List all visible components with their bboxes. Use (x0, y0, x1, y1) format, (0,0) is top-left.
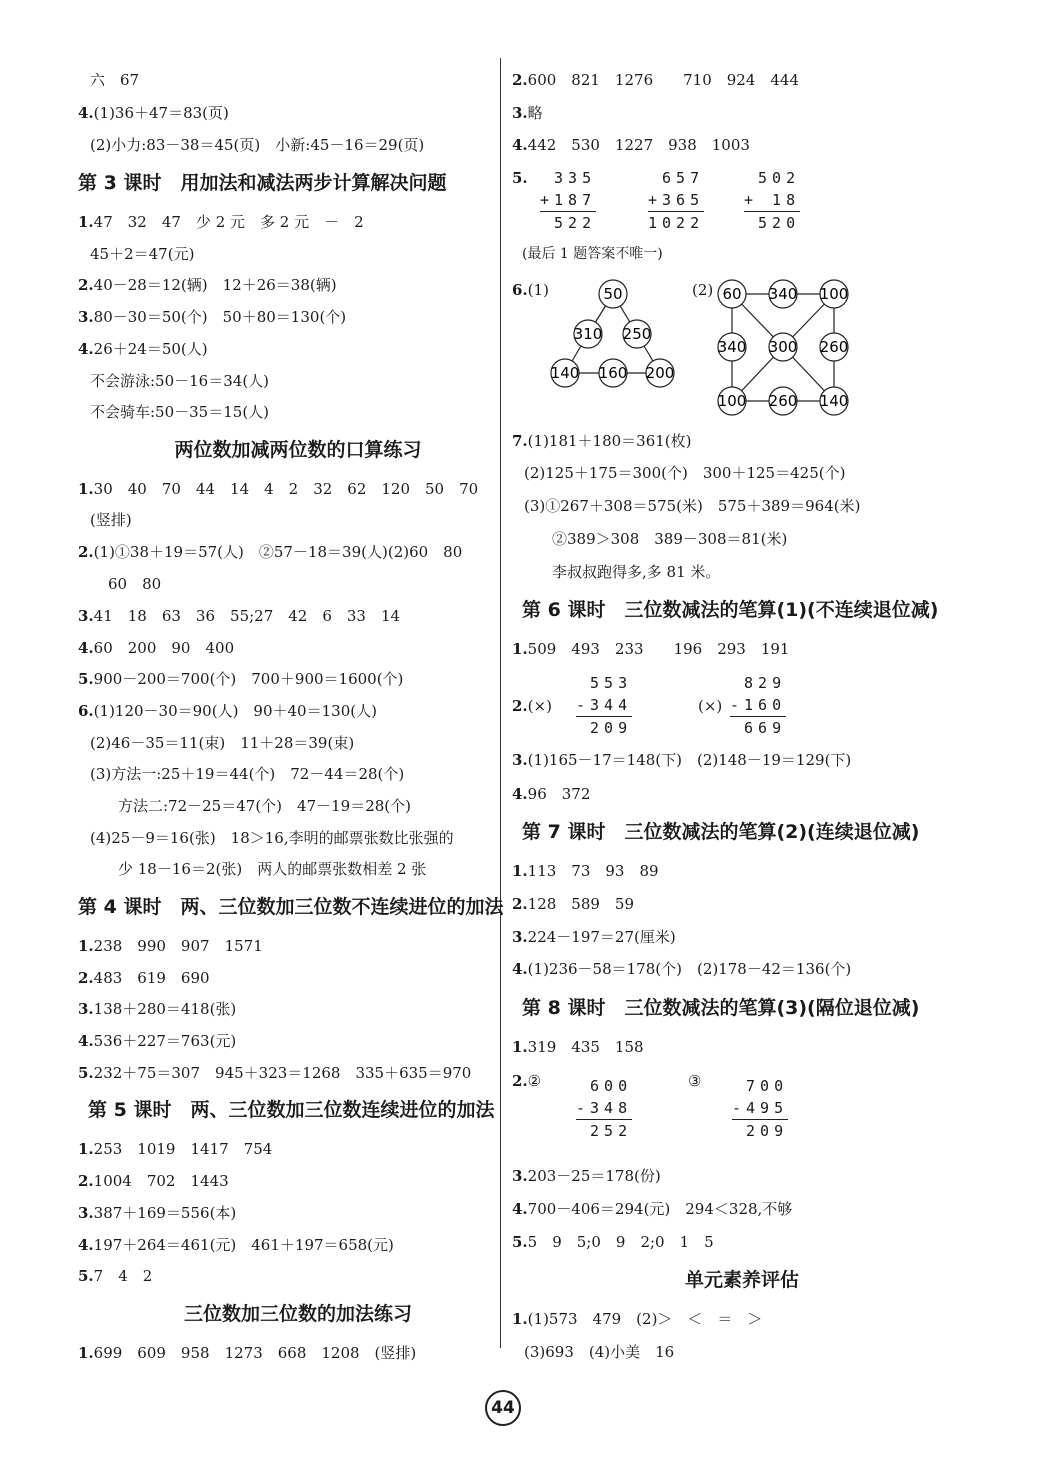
puzzle-node (820, 387, 849, 415)
answer-line: 4.(1)236－58＝178(个) (2)178－42＝136(个) (512, 960, 852, 978)
puzzle-node-label: 200 (645, 364, 675, 382)
section-heading: 第 7 课时 三位数减法的笔算(2)(连续退位减) (522, 821, 920, 843)
answer-line: 1.113 73 93 89 (512, 862, 659, 880)
column-divider (500, 58, 501, 1348)
puzzle-node (623, 320, 652, 348)
answer-line: (竖排) (90, 511, 132, 529)
puzzle-node (599, 280, 627, 308)
answer-line: 6.(1)120－30＝90(人) 90＋40＝130(人) (78, 702, 377, 720)
answer-line: 6.(1) (512, 281, 549, 299)
puzzle-node-label: 310 (573, 325, 603, 343)
puzzle-node (718, 333, 747, 361)
puzzle-node (574, 320, 603, 348)
puzzle-node-label: 140 (819, 392, 849, 410)
answer-line: 3.80－30＝50(个) 50＋80＝130(个) (78, 308, 347, 326)
answer-line: 方法二:72－25＝47(个) 47－19＝28(个) (118, 797, 411, 815)
answer-line: 2.128 589 59 (512, 895, 635, 913)
answer-line: 4.536＋227＝763(元) (78, 1032, 237, 1050)
answer-line: 5.5 9 5;0 9 2;0 1 5 (512, 1233, 714, 1251)
puzzle-node-label: 160 (598, 364, 628, 382)
puzzle-node-label: 100 (819, 285, 849, 303)
answer-line: 不会骑车:50－35＝15(人) (90, 403, 270, 421)
puzzle-node (718, 280, 746, 308)
answer-line: 4.60 200 90 400 (78, 639, 235, 657)
answer-line: (4)25－9＝16(张) 18＞16,李明的邮票张数比张强的 (90, 829, 454, 847)
answer-line: 4.(1)36＋47＝83(页) (78, 104, 229, 122)
answer-line: (2)125＋175＝300(个) 300＋125＝425(个) (524, 464, 846, 482)
answer-line: 45＋2＝47(元) (90, 245, 195, 263)
answer-line: 1.47 32 47 少 2 元 多 2 元 － 2 (78, 213, 364, 231)
vertical-subtraction: 553 -344 209 (576, 674, 633, 737)
answer-line: 4.197＋264＝461(元) 461＋197＝658(元) (78, 1236, 394, 1254)
answer-line: (3)693 (4)小美 16 (524, 1343, 675, 1361)
vertical-subtraction: 829 -160 669 (730, 674, 787, 737)
puzzle-node-label: 60 (722, 285, 742, 303)
answer-line: 1.319 435 158 (512, 1038, 644, 1056)
answer-line: 2.483 619 690 (78, 969, 210, 987)
answer-line: 3.387＋169＝556(本) (78, 1204, 237, 1222)
answer-line: (2)小力:83－38＝45(页) 小新:45－16＝29(页) (90, 136, 425, 154)
puzzle-node-label: 250 (622, 325, 652, 343)
puzzle-node-label: 260 (768, 392, 798, 410)
section-heading: 第 3 课时 用加法和减法两步计算解决问题 (78, 172, 447, 194)
vertical-addition: 502 + 18 520 (744, 169, 801, 232)
puzzle-node (769, 333, 798, 361)
puzzle-node (646, 359, 675, 387)
puzzle-node (820, 333, 849, 361)
puzzle-node (769, 280, 798, 308)
answer-line: 4.26＋24＝50(人) (78, 340, 208, 358)
answer-line: 六 67 (90, 71, 140, 89)
answer-label: (×) (698, 697, 723, 715)
puzzle-node-label: 340 (768, 285, 798, 303)
answer-line: 3.224－197＝27(厘米) (512, 928, 676, 946)
answer-line: 5.232＋75＝307 945＋323＝1268 335＋635＝970 (78, 1064, 472, 1082)
answer-line: 2.(1)①38＋19＝57(人) ②57－18＝39(人)(2)60 80 (78, 543, 463, 561)
puzzle-node (551, 359, 580, 387)
answer-line: 3.138＋280＝418(张) (78, 1000, 237, 1018)
answer-line: 2.1004 702 1443 (78, 1172, 229, 1190)
puzzle-node (820, 280, 849, 308)
vertical-addition: 335 +187 522 (540, 169, 597, 232)
answer-line: 不会游泳:50－16＝34(人) (90, 372, 270, 390)
answer-line: 少 18－16＝2(张) 两人的邮票张数相差 2 张 (118, 860, 427, 878)
answer-line: 2.(×) (512, 697, 552, 715)
puzzle-node (718, 387, 747, 415)
puzzle-node (599, 359, 628, 387)
puzzle-node-label: 340 (717, 338, 747, 356)
answer-label: ③ (688, 1072, 702, 1090)
section-heading: 第 8 课时 三位数减法的笔算(3)(隔位退位减) (522, 997, 920, 1019)
answer-line: 5.900－200＝700(个) 700＋900＝1600(个) (78, 670, 404, 688)
answer-line: 4.442 530 1227 938 1003 (512, 136, 750, 154)
answer-line: 7.(1)181＋180＝361(枚) (512, 432, 692, 450)
puzzle-node-label: 260 (819, 338, 849, 356)
answer-line: 1.30 40 70 44 14 4 2 32 62 120 50 70 (78, 480, 479, 498)
answer-line: 1.699 609 958 1273 668 1208 (竖排) (78, 1344, 417, 1362)
puzzle-node-label: 50 (603, 285, 623, 303)
puzzle-node-label: 140 (550, 364, 580, 382)
note: (最后 1 题答案不唯一) (522, 246, 663, 262)
section-heading: 单元素养评估 (684, 1269, 799, 1291)
section-heading: 第 4 课时 两、三位数加三位数不连续进位的加法 (78, 896, 504, 918)
answer-line: 1.253 1019 1417 754 (78, 1140, 273, 1158)
section-heading: 第 6 课时 三位数减法的笔算(1)(不连续退位减) (522, 599, 939, 621)
answer-line: 2.② (512, 1072, 542, 1090)
answer-line: 3.41 18 63 36 55;27 42 6 33 14 (78, 607, 401, 625)
answer-line: 李叔叔跑得多,多 81 米。 (552, 563, 721, 581)
answer-line: (3)方法一:25＋19＝44(个) 72－44＝28(个) (90, 765, 405, 783)
answer-line: 1.509 493 233 196 293 191 (512, 640, 790, 658)
page-number: 44 (485, 1390, 521, 1426)
section-heading: 三位数加三位数的加法练习 (183, 1303, 412, 1325)
puzzle-node-label: 100 (717, 392, 747, 410)
vertical-addition: 657 +365 1022 (648, 169, 705, 232)
answer-label: (2) (692, 281, 714, 299)
vertical-subtraction: 700 -495 209 (732, 1077, 789, 1140)
answer-line: 3.(1)165－17＝148(下) (2)148－19＝129(下) (512, 751, 852, 769)
answer-line: 1.(1)573 479 (2)＞ ＜ ＝ ＞ (512, 1310, 763, 1328)
answer-line: ②389＞308 389－308＝81(米) (552, 530, 788, 548)
answer-line: 3.略 (512, 104, 543, 122)
answer-line: 4.700－406＝294(元) 294＜328,不够 (512, 1200, 793, 1218)
puzzle-node (769, 387, 798, 415)
vertical-subtraction: 600 -348 252 (576, 1077, 633, 1140)
answer-line: 2.600 821 1276 710 924 444 (512, 71, 799, 89)
answer-line: 4.96 372 (512, 785, 591, 803)
answer-line: (2)46－35＝11(束) 11＋28＝39(束) (90, 734, 355, 752)
answer-line: (3)①267＋308＝575(米) 575＋389＝964(米) (524, 497, 861, 515)
answer-line: 2.40－28＝12(辆) 12＋26＝38(辆) (78, 276, 337, 294)
number-puzzle-diagrams (512, 270, 972, 420)
answer-line: 5.7 4 2 (78, 1267, 153, 1285)
section-heading: 第 5 课时 两、三位数加三位数连续进位的加法 (88, 1099, 495, 1121)
answer-line: 60 80 (108, 575, 162, 593)
answer-line: 1.238 990 907 1571 (78, 937, 263, 955)
puzzle-node-label: 300 (768, 338, 798, 356)
section-heading: 两位数加减两位数的口算练习 (174, 439, 422, 461)
answer-number: 5. (512, 169, 528, 187)
answer-line: 3.203－25＝178(份) (512, 1167, 661, 1185)
